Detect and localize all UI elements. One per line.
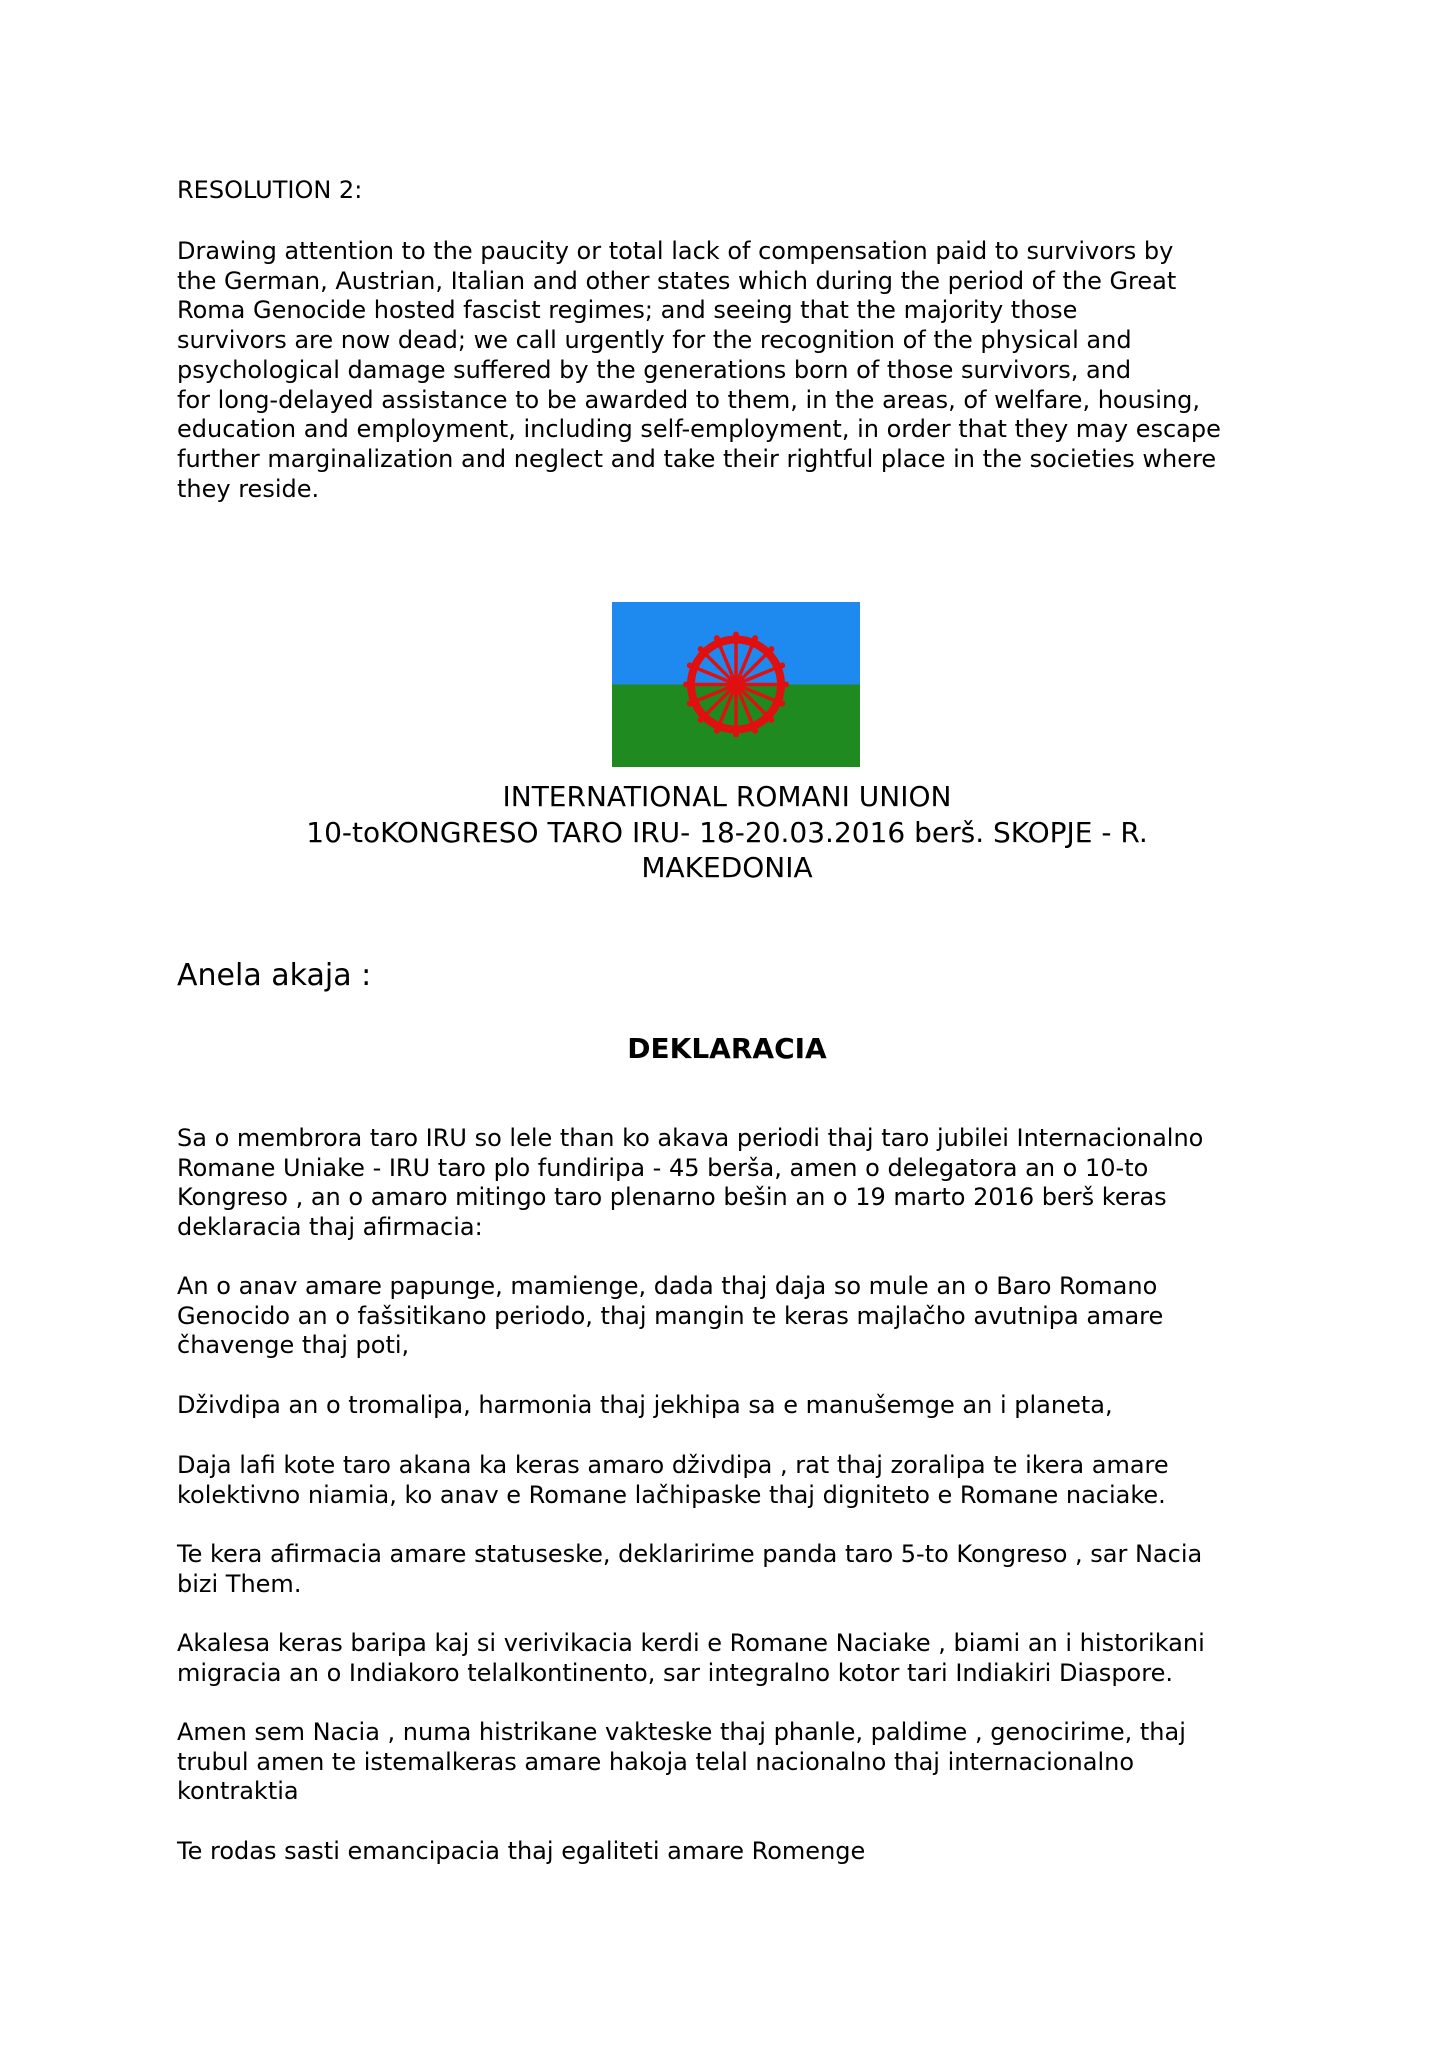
- congress-line: INTERNATIONAL ROMANI UNION: [502, 780, 952, 813]
- text-line: Sa o membrora taro IRU so lele than ko akava periodi thaj taro jubilei Internacionalno: [177, 1124, 1204, 1152]
- text-line: Te kera afirmacia amare statuseske, deklaririme panda taro 5-to Kongreso , sar Nacia: [177, 1540, 1203, 1568]
- text-line: they reside.: [177, 474, 320, 503]
- text-line: kolektivno niamia, ko anav e Romane lačhipaske thaj digniteto e Romane naciake.: [177, 1480, 1166, 1509]
- text-line: deklaracia thaj afirmacia:: [177, 1213, 483, 1242]
- resolution-heading: RESOLUTION 2:: [177, 176, 363, 204]
- declaration-paragraph: [177, 1540, 1277, 1599]
- text-line: further marginalization and neglect and take their rightful place in the societies where: [177, 444, 1217, 473]
- text-line: psychological damage suffered by the generations born of those survivors, and: [177, 355, 1132, 384]
- text-line: Te rodas sasti emancipacia thaj egaliteti amare Romenge: [177, 1837, 866, 1865]
- declaration-paragraph: [177, 1629, 1277, 1688]
- declaration-paragraph: [177, 1451, 1277, 1510]
- text-line: Genocido an o fašsitikano periodo, thaj mangin te keras majlačho avutnipa amare: [177, 1301, 1164, 1330]
- text-line: Amen sem Nacia , numa histrikane vakteske thaj phanle, paldime , genocirime, thaj: [177, 1718, 1186, 1746]
- text-line: the German, Austrian, Italian and other states which during the period of the Great: [177, 266, 1177, 295]
- romani-flag-image: [612, 602, 860, 767]
- resolution-body: [177, 237, 1277, 504]
- text-line: čhavenge thaj poti,: [177, 1331, 410, 1360]
- chakra-wheel-icon: [683, 632, 789, 738]
- anela-label: Anela akaja :: [177, 958, 372, 993]
- text-line: An o anav amare papunge, mamienge, dada thaj daja so mule an o Baro Romano: [177, 1272, 1158, 1300]
- text-line: Kongreso , an o amaro mitingo taro plenarno bešin an o 19 marto 2016 berš keras: [177, 1183, 1167, 1212]
- text-line: Daja lafi kote taro akana ka keras amaro dživdipa , rat thaj zoralipa te ikera amare: [177, 1451, 1169, 1479]
- declaration-paragraph: [177, 1124, 1277, 1243]
- text-line: for long-delayed assistance to be awarded to them, in the areas, of welfare, housing,: [177, 385, 1201, 414]
- declaration-paragraph: [177, 1272, 1277, 1361]
- text-line: migracia an o Indiakoro telalkontinento, sar integralno kotor tari Indiakiri Diaspore.: [177, 1658, 1173, 1687]
- declaration-title: DEKLARACIA: [627, 1032, 827, 1065]
- text-line: Akalesa keras baripa kaj si verivikacia kerdi e Romane Naciake , biami an i historikani: [177, 1629, 1205, 1657]
- declaration-paragraph: [177, 1837, 1277, 1867]
- text-line: kontraktia: [177, 1777, 299, 1806]
- text-line: bizi Them.: [177, 1569, 302, 1598]
- text-line: Drawing attention to the paucity or total lack of compensation paid to survivors by: [177, 237, 1174, 265]
- text-line: trubul amen te istemalkeras amare hakoja telal nacionalno thaj internacionalno: [177, 1747, 1135, 1776]
- declaration-paragraph: [177, 1718, 1277, 1807]
- text-line: survivors are now dead; we call urgently for the recognition of the physical and: [177, 326, 1132, 355]
- text-line: Dživdipa an o tromalipa, harmonia thaj jekhipa sa e manušemge an i planeta,: [177, 1391, 1113, 1419]
- congress-heading: [177, 779, 1277, 886]
- declaration-paragraph: [177, 1391, 1277, 1421]
- text-line: Romane Uniake - IRU taro plo fundiripa - 45 berša, amen o delegatora an o 10-to: [177, 1153, 1149, 1182]
- text-line: Roma Genocide hosted fascist regimes; and seeing that the majority those: [177, 296, 1078, 325]
- congress-line: 10-toKONGRESO TARO IRU- 18-20.03.2016 berš. SKOPJE - R.: [306, 815, 1148, 849]
- congress-line: MAKEDONIA: [641, 851, 813, 884]
- text-line: education and employment, including self-employment, in order that they may escape: [177, 415, 1221, 444]
